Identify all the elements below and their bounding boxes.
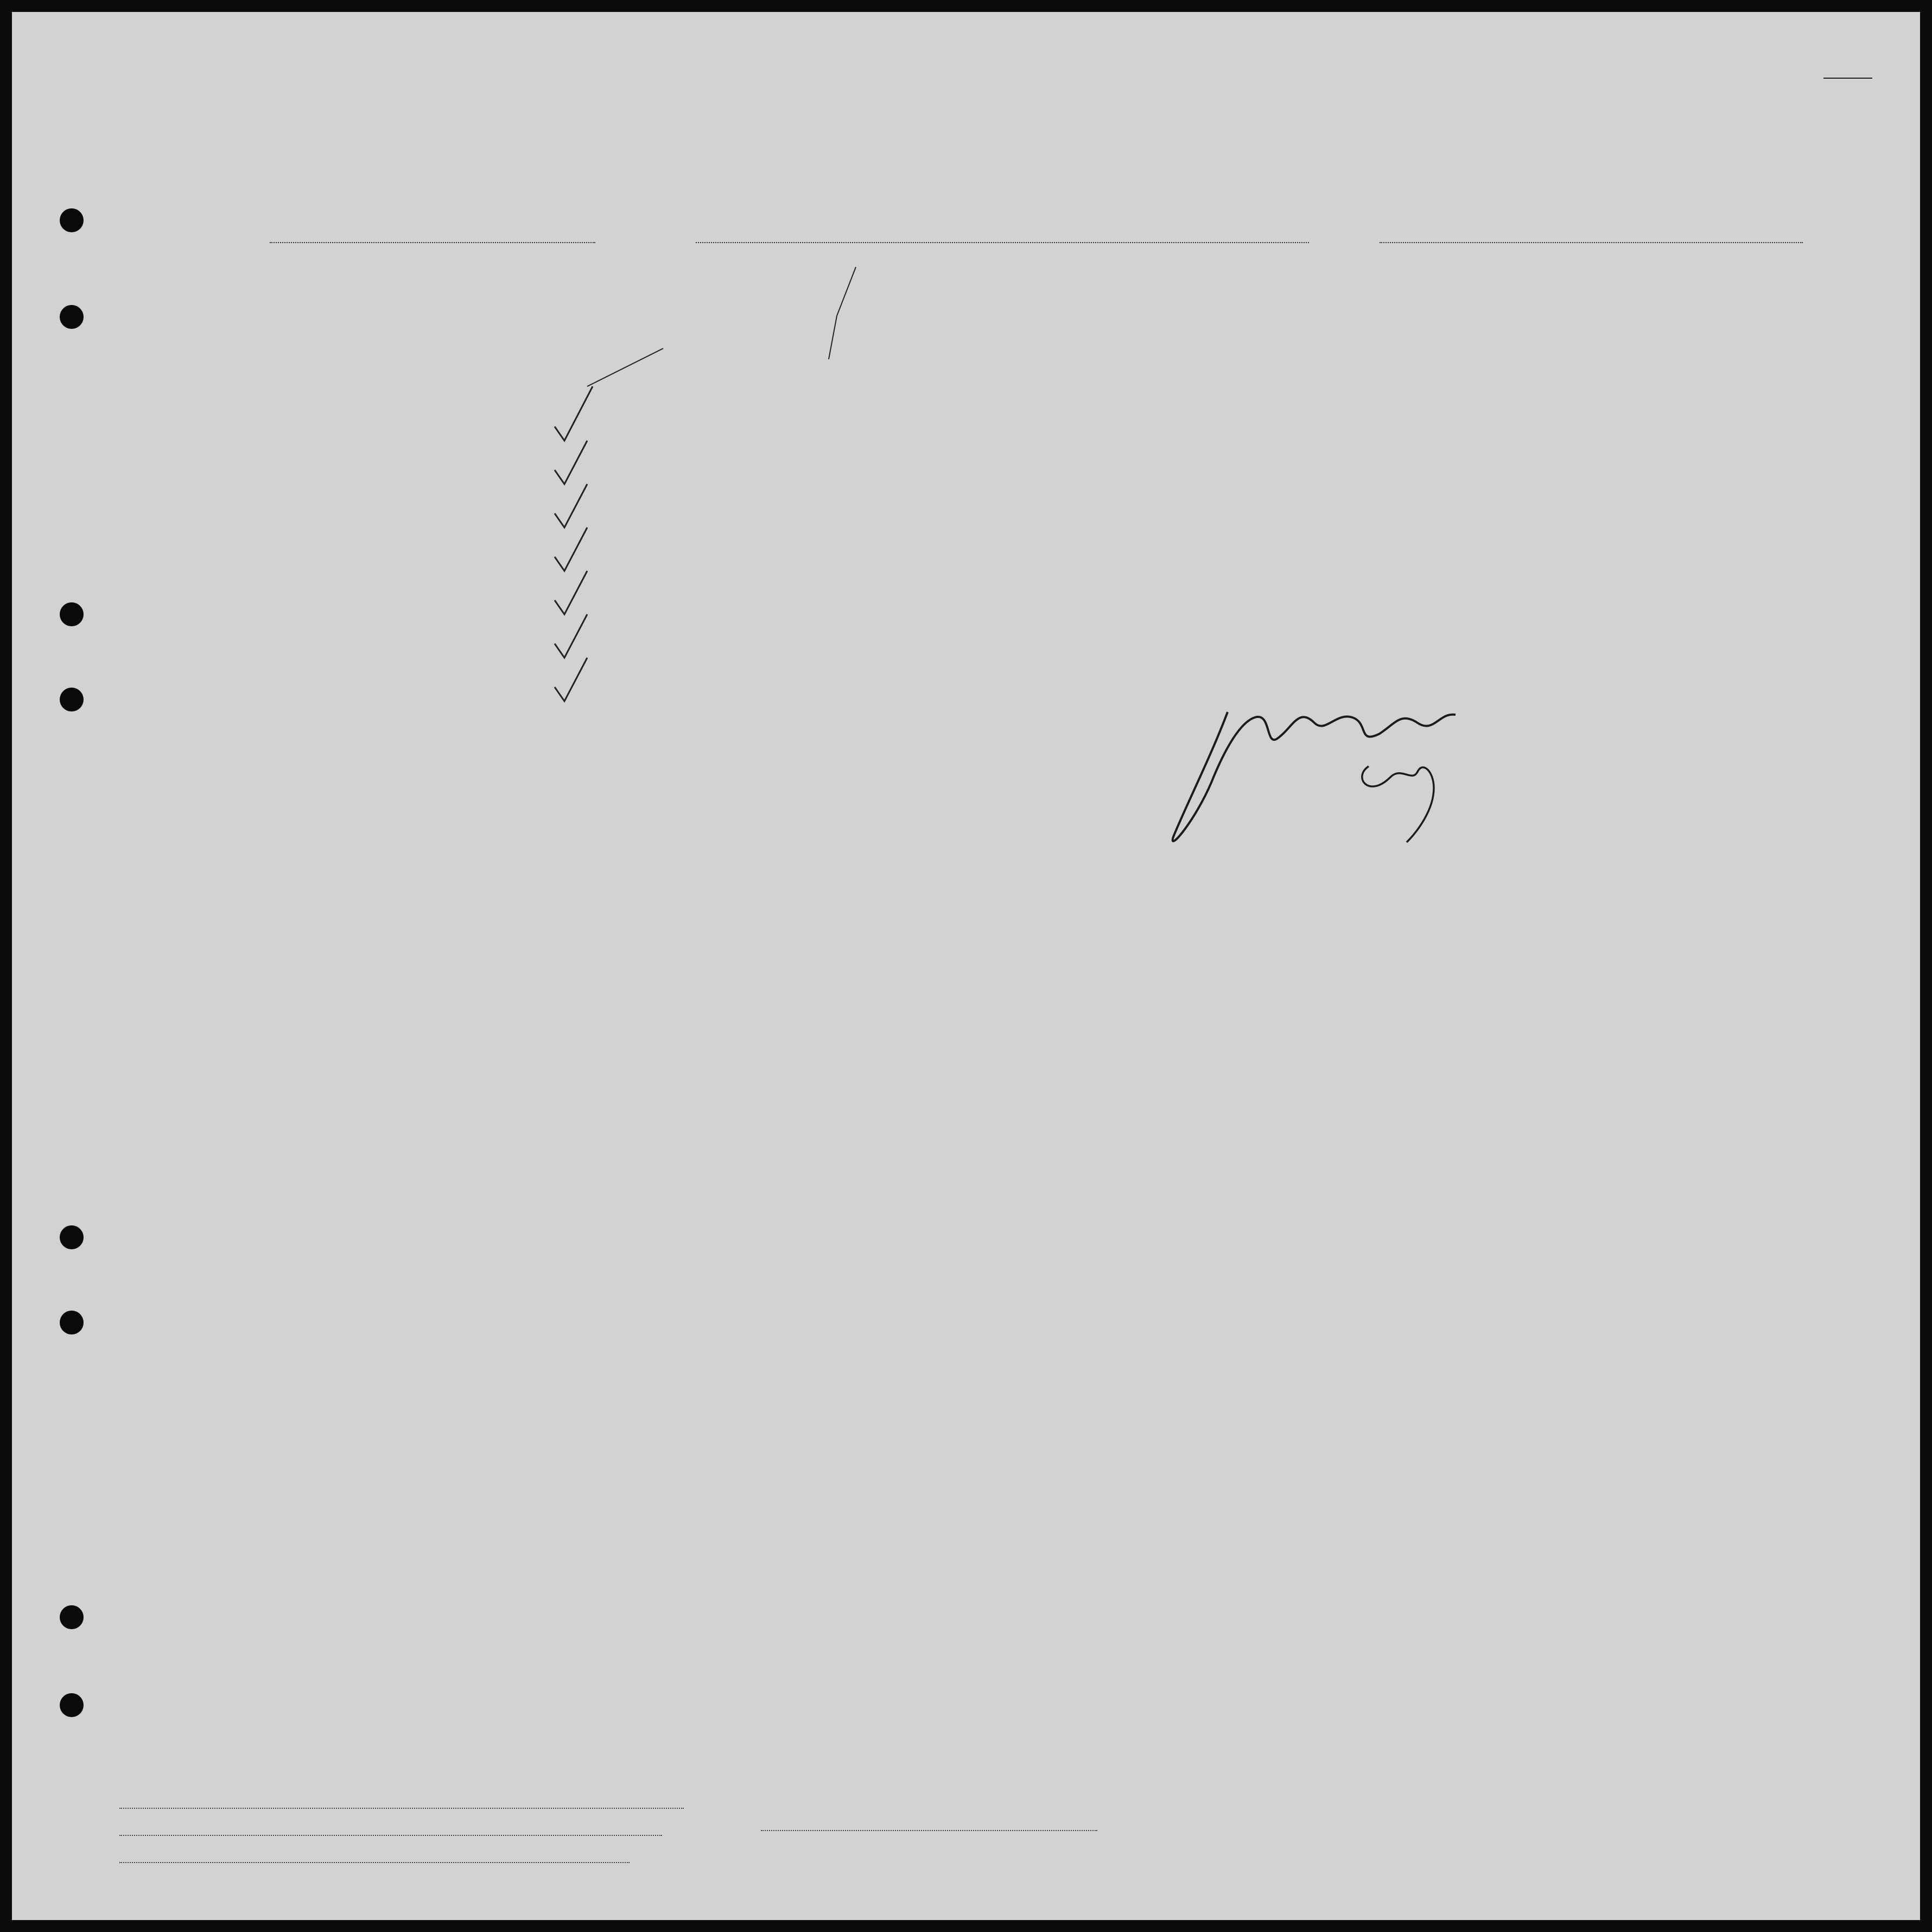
- master-signature: [1162, 690, 1499, 853]
- inspector-field: [761, 1830, 1097, 1834]
- manifest-page: [12, 12, 1920, 1920]
- line-field: [119, 1798, 684, 1812]
- owners-blank: [119, 1835, 662, 1836]
- signature-mark: [1162, 690, 1499, 853]
- line-blank: [119, 1808, 684, 1809]
- local-agents-blank: [119, 1862, 630, 1863]
- local-agents-field: [119, 1853, 630, 1866]
- owners-field: [119, 1826, 662, 1839]
- manifest-table-grid: [12, 12, 1920, 1920]
